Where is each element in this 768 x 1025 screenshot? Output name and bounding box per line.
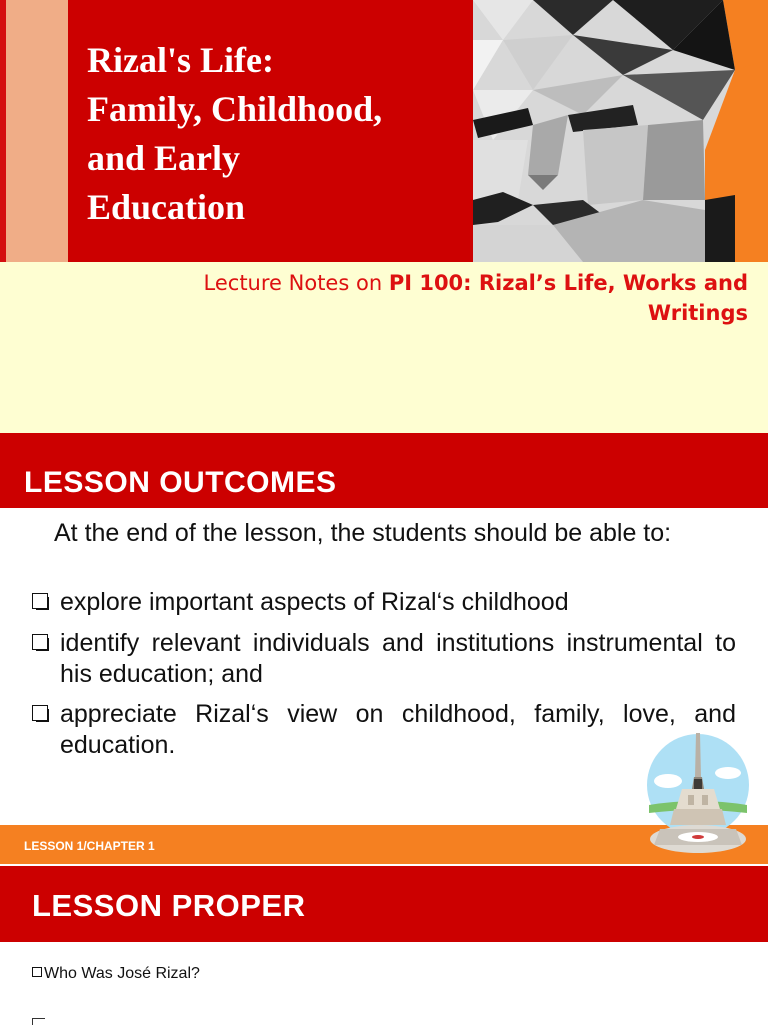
subtitle-course-2: Writings — [647, 301, 748, 325]
proper-heading: LESSON PROPER — [32, 888, 306, 923]
presentation-title — [87, 36, 467, 232]
outcomes-heading: LESSON OUTCOMES — [24, 466, 337, 499]
title-line-3: and Early — [87, 138, 241, 178]
title-line-2: Family, Childhood, — [87, 89, 383, 129]
title-line-4: Education — [87, 187, 246, 227]
subtitle-prefix: Lecture Notes on — [203, 271, 389, 295]
checkbox-bullet-icon — [32, 705, 48, 721]
subtitle — [148, 268, 748, 328]
proper-item — [32, 965, 200, 983]
title-line-1: Rizal's Life: — [87, 40, 274, 80]
outcome-item — [30, 587, 736, 618]
checkbox-bullet-icon — [32, 593, 48, 609]
outcome-text: identify relevant individuals and institutions instrumental to his education; and — [60, 629, 736, 688]
checkbox-bullet-icon — [32, 634, 48, 650]
outcome-item — [30, 699, 736, 761]
rizal-monument-icon — [646, 733, 750, 861]
outcomes-intro: At the end of the lesson, the students should be able to: — [54, 519, 672, 547]
proper-item-text: Who Was José Rizal? — [44, 965, 200, 982]
title-slide — [0, 0, 768, 433]
subtitle-course-1: PI 100: Rizal’s Life, Works and — [388, 271, 748, 295]
lesson-proper-slide — [0, 864, 768, 1024]
square-bullet-icon — [32, 967, 42, 977]
lesson-outcomes-slide — [0, 433, 768, 864]
lesson-chapter-label: LESSON 1/CHAPTER 1 — [24, 839, 155, 853]
peach-band — [6, 0, 68, 262]
outcome-text: explore important aspects of Rizal‘s childhood — [60, 588, 569, 616]
outcome-text: appreciate Rizal‘s view on childhood, family, love, and education. — [60, 700, 736, 759]
outcome-item — [30, 628, 736, 690]
lowpoly-portrait-image — [473, 0, 768, 262]
